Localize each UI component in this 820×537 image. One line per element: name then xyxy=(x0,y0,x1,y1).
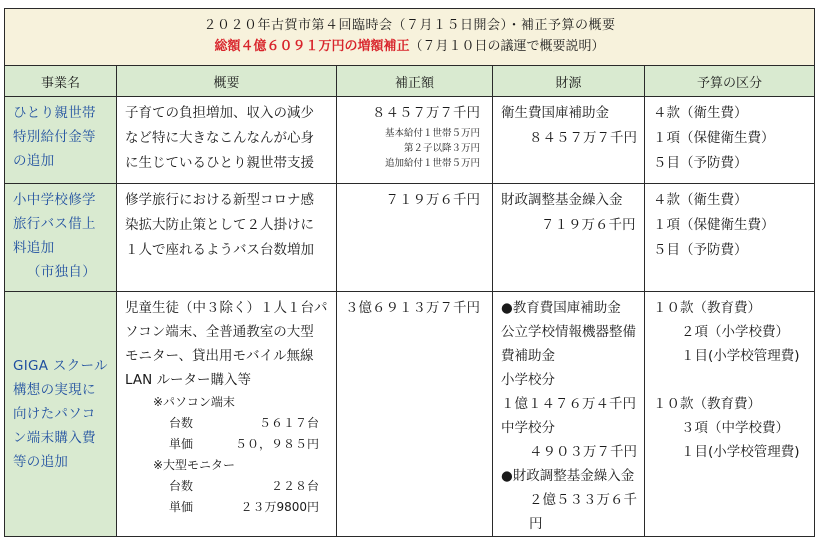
project-name-line: 向けたパソコ xyxy=(13,406,96,422)
summary-cell xyxy=(117,292,337,537)
title-main: ２０２０年古賀市第４回臨時会（７月１５日開会）・補正予算の概要 xyxy=(203,18,616,33)
project-name-line: 構想の実現に xyxy=(13,382,96,398)
spec-value: ５６１７台 xyxy=(258,416,319,430)
spec-value: ２３万9800円 xyxy=(240,500,319,514)
header-amount: 補正額 xyxy=(337,66,493,97)
spec-heading: ※パソコン端末 xyxy=(153,395,235,409)
category-line: ４款（衛生費） xyxy=(653,192,748,208)
category-line: １項（保健衛生費） xyxy=(653,130,775,146)
project-name-line: 等の追加 xyxy=(13,454,69,470)
funding-line: １億１４７６万４千円 xyxy=(501,396,636,412)
funding-line: ●教育費国庫補助金 xyxy=(501,300,621,316)
category-line: １目(小学校管理費) xyxy=(681,348,800,364)
project-name-cell xyxy=(5,292,117,537)
table-row xyxy=(5,97,815,184)
header-project: 事業名 xyxy=(5,66,117,97)
project-name-cell xyxy=(5,184,117,292)
spec-heading: ※大型モニター xyxy=(153,458,236,472)
category-line: ５目（予防費） xyxy=(653,155,748,171)
header-funding: 財源 xyxy=(493,66,645,97)
total-amount-highlight: 総額４億６０９１万円の増額補正 xyxy=(214,39,410,54)
spec-label: 単価 xyxy=(169,437,194,451)
table-row xyxy=(5,184,815,292)
spec-label: 単価 xyxy=(169,500,194,514)
category-line: １項（保健衛生費） xyxy=(653,217,775,233)
summary-line: 染拡大防止策として２人掛けに xyxy=(125,217,314,233)
summary-cell xyxy=(117,97,337,184)
category-line: １０款（教育費） xyxy=(653,396,761,412)
summary-line: LAN ルーター購入等 xyxy=(125,372,251,388)
amount-value: ８４５７万７千円 xyxy=(372,105,480,121)
category-line: ４款（衛生費） xyxy=(653,105,748,121)
category-line: １０款（教育費） xyxy=(653,300,761,316)
summary-line: 修学旅行における新型コロナ感 xyxy=(125,192,314,208)
funding-line: 公立学校情報機器整備 xyxy=(501,324,636,340)
funding-line: 費補助金 xyxy=(501,348,555,364)
spec-item xyxy=(125,434,330,455)
funding-line: ７１９万６千円 xyxy=(541,217,636,233)
project-name-line: GIGA スクール xyxy=(13,358,108,374)
project-name-line: 特別給付金等 xyxy=(13,129,96,145)
funding-line: 衛生費国庫補助金 xyxy=(501,105,609,121)
funding-line: 財政調整基金繰入金 xyxy=(501,192,623,208)
spec-value: ５０，９８５円 xyxy=(234,437,319,451)
category-line: ２項（小学校費） xyxy=(681,324,789,340)
project-name-line: ン端末購入費 xyxy=(13,430,96,446)
funding-line: ８４５７万７千円 xyxy=(529,130,637,146)
project-name-line: 小中学校修学 xyxy=(13,192,96,208)
category-cell xyxy=(645,292,815,537)
budget-table-sheet xyxy=(4,8,814,532)
project-name-line: 旅行バス借上 xyxy=(13,216,96,232)
budget-table xyxy=(4,8,815,537)
summary-line: 児童生徒（中３除く）１人１台パ xyxy=(125,300,328,316)
project-name-cell xyxy=(5,97,117,184)
summary-line: 子育ての負担増加、収入の減少 xyxy=(125,105,314,121)
project-name-line: ひとり親世帯 xyxy=(13,105,96,121)
amount-value: ７１９万６千円 xyxy=(385,192,480,208)
amount-value: ３億６９１３万７千円 xyxy=(345,300,480,316)
amount-note: 追加給付１世帯５万円 xyxy=(384,158,480,169)
category-cell xyxy=(645,97,815,184)
summary-line: など特に大きなこんなんが心身 xyxy=(125,130,314,146)
amount-cell xyxy=(337,292,493,537)
funding-cell xyxy=(493,184,645,292)
project-name-line: 料追加 xyxy=(13,240,55,256)
header-row xyxy=(5,66,815,97)
funding-line: 小学校分 xyxy=(501,372,555,388)
summary-line: １人で座れるようバス台数増加 xyxy=(125,242,314,258)
funding-line: ４９０３万７千円 xyxy=(529,444,637,460)
funding-cell xyxy=(493,292,645,537)
summary-line: モニター、貸出用モバイル無線 xyxy=(125,348,314,364)
spec-item xyxy=(125,413,330,434)
amount-cell xyxy=(337,97,493,184)
summary-line: に生じているひとり親世帯支援 xyxy=(125,155,314,171)
funding-line: ２億５３３万６千円 xyxy=(529,492,637,532)
funding-line: 中学校分 xyxy=(501,420,555,436)
title-note: （７月１０日の議運で概要説明） xyxy=(409,39,605,54)
project-name-line: の追加 xyxy=(13,153,55,169)
project-name-note: （市独自） xyxy=(27,264,96,280)
spec-label: 台数 xyxy=(169,416,194,430)
category-cell xyxy=(645,184,815,292)
header-summary: 概要 xyxy=(117,66,337,97)
funding-line: ●財政調整基金繰入金 xyxy=(501,468,635,484)
category-line: ５目（予防費） xyxy=(653,242,748,258)
category-spacer xyxy=(653,368,808,392)
amount-cell xyxy=(337,184,493,292)
spec-value: ２２８台 xyxy=(270,479,319,493)
header-category: 予算の区分 xyxy=(645,66,815,97)
summary-line: ソコン端末、全普通教室の大型 xyxy=(125,324,314,340)
funding-cell xyxy=(493,97,645,184)
spec-label: 台数 xyxy=(169,479,194,493)
table-title xyxy=(5,9,815,66)
title-sub xyxy=(5,36,814,58)
table-row xyxy=(5,292,815,537)
summary-cell xyxy=(117,184,337,292)
spec-item xyxy=(125,476,330,497)
category-line: ３項（中学校費） xyxy=(681,420,789,436)
category-line: １目(小学校管理費) xyxy=(681,444,800,460)
amount-note: 基本給付１世帯５万円 xyxy=(384,128,480,139)
amount-note: 第２子以降３万円 xyxy=(403,143,480,154)
